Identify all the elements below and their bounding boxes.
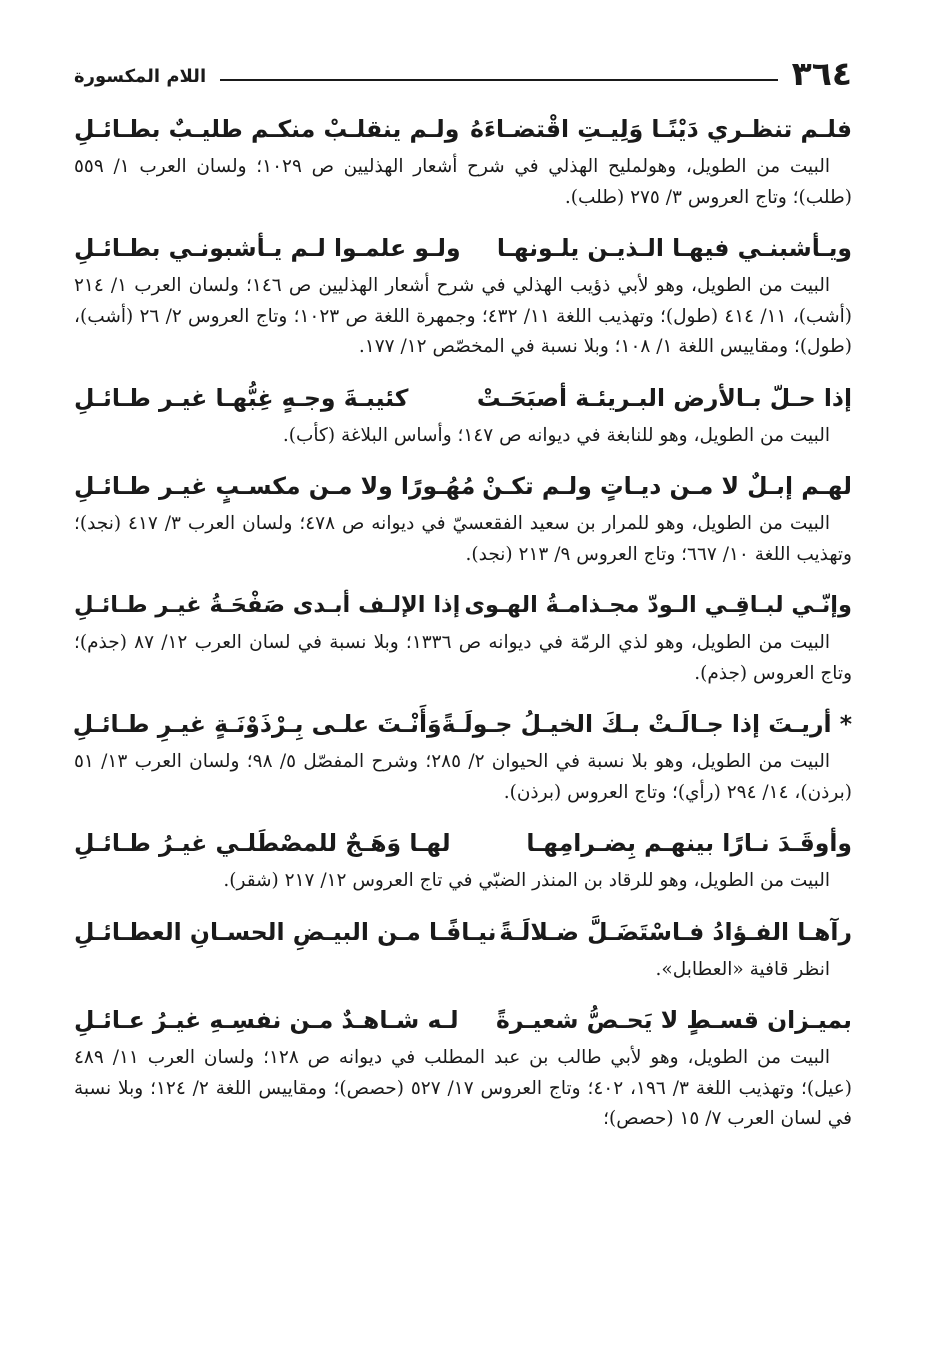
first-hemistich: * أريـتَ إذا جـالَـتْ بـكَ الخيـلُ جـولَـةً [441,710,852,738]
header-rule [220,79,777,81]
verse-line [74,108,852,150]
verse-entry [74,911,852,986]
verse-entry [74,227,852,363]
verse-entry [74,999,852,1135]
verse-commentary: البيت من الطويل، وهو للنابغة في ديوانه ص ١٤٧؛ وأساس البلاغة (كأب). [282,424,830,446]
page-number: ٣٦٤ [791,54,852,93]
verse-entry [74,377,852,452]
first-hemistich: لهـم إبـلٌ لا مـن ديـاتٍ ولـم تكـنْ [482,472,852,500]
first-hemistich: رآهـا الفـؤادُ فـاسْتَضَـلَّ ضـلالَـةً [499,917,852,946]
second-hemistich: لـه شـاهـدٌ مـن نفسِـهِ غيـرُ عـائـلِ [74,1006,459,1034]
first-hemistich: وإنّـي لبـاقِـي الـودّ مجـذامـةُ الهـوى [464,592,852,618]
verse-entry [74,703,852,808]
verse-line [74,584,852,626]
running-title: اللام المكسورة [74,66,207,87]
verse-commentary: البيت من الطويل، وهو لأبي ذؤيب الهذلي في شرح أشعار الهذليين ص ١٤٦؛ ولسان العرب ١/ ٢١٤ (أشب)، ١١/ ٤١٤ (طول)؛ وتهذيب اللغة ١١/ ٤٣٢؛ وجمهرة اللغة ص ١٠٢٣؛ وتاج العروس ٢/ ٢٦ (أشب)، (طول)؛ ومقاييس اللغة ١/ ١٠٨؛ وبلا نسبة في المخصّص ١٢/ ١٧٧. [74,275,852,357]
verse-commentary: البيت من الطويل، وهو بلا نسبة في الحيوان ٢/ ٢٨٥؛ وشرح المفصّل ٥/ ٩٨؛ ولسان العرب ١٣/ ٥١ (برذن)، ١٤/ ٢٩٤ (رأي)؛ وتاج العروس (برذن). [74,751,852,803]
verse-line [74,999,852,1041]
first-hemistich: بميـزان قسـطٍ لا يَحـصُّ شعيـرةً [496,1006,852,1034]
verse-line [74,822,852,864]
second-hemistich: لهـا وَهَـجٌ للمصْطَلـي غيـرُ طـائـلِ [74,829,451,857]
verse-line [74,377,852,419]
second-hemistich: ولـو علمـوا لـم يـأشبونـي بطـائـلِ [74,234,461,262]
verse-line [74,911,852,953]
second-hemistich: نيـافًـا مـن البيـضِ الحسـانِ العطـائـلِ [74,917,497,946]
first-hemistich: ويـأشبنـي فيهـا الـذيـن يلـونهـا [496,234,852,262]
verse-line [74,703,852,745]
verse-commentary: البيت من الطويل، وهو للرقاد بن المنذر الضبّي في تاج العروس ١٢/ ٢١٧ (شقر). [223,870,830,891]
verse-commentary: البيت من الطويل، وهو لذي الرمّة في ديوانه ص ١٣٣٦؛ وبلا نسبة في لسان العرب ١٢/ ٨٧ (جذم)؛ وتاج العروس (جذم). [74,632,852,684]
verse-commentary: البيت من الطويل، وهو لأبي طالب بن عبد المطلب في ديوانه ص ١٢٨؛ ولسان العرب ١١/ ٤٨٩ (عيل)؛ وتهذيب اللغة ٣/ ١٩٦، ٤٠٢؛ وتاج العروس ١٧/ ٥٢٧ (حصص)؛ ومقاييس اللغة ٢/ ١٢٤؛ وبلا نسبة في لسان العرب ٧/ ١٥ (حصص)؛ [74,1047,852,1129]
verse-entry [74,822,852,897]
second-hemistich: كئيبـةَ وجـهٍ غِبُّهـا غيـر طـائـلِ [74,383,409,412]
second-hemistich: وَأَنْـتَ علـى بِـرْذَوْنَـةٍ غيـرِ طـائـلِ [72,710,442,738]
second-hemistich: إذا الإلـف أبـدى صَفْحَـةُ غيـر طـائـلِ [74,592,461,618]
verse-line [74,227,852,269]
entries-list [74,108,852,1149]
verse-entry [74,108,852,213]
second-hemistich: ولـم ينقلـبْ منكـم طليـبٌ بطـائـلِ [74,115,460,143]
verse-commentary: البيت من الطويل، وهولمليح الهذلي في شرح أشعار الهذليين ص ١٠٢٩؛ ولسان العرب ١/ ٥٥٩ (طلب)؛ وتاج العروس ٣/ ٢٧٥ (طلب). [74,156,852,208]
page-header [74,50,852,93]
verse-line [74,465,852,507]
first-hemistich: فلـم تنظـري دَيْنًـا وَلِيـتِ اقْتضـاءَهُ [470,115,852,143]
verse-commentary: البيت من الطويل، وهو للمرار بن سعيد الفقعسيّ في ديوانه ص ٤٧٨؛ ولسان العرب ٣/ ٤١٧ (نجد)؛ وتهذيب اللغة ١٠/ ٦٦٧؛ وتاج العروس ٩/ ٢١٣ (نجد). [74,513,852,565]
second-hemistich: مُهُـورًا ولا مـن مكسـبٍ غيـر طـائـلِ [74,472,476,500]
verse-entry [74,465,852,570]
verse-commentary: انظر قافية «العطابل». [655,958,830,980]
first-hemistich: وأوقَـدَ نـارًا بينهـم بِضـرامِهـا [526,829,852,857]
verse-entry [74,584,852,689]
first-hemistich: إذا حـلّ بـالأرض البـريئـة أصبَحَـتْ [476,383,852,412]
